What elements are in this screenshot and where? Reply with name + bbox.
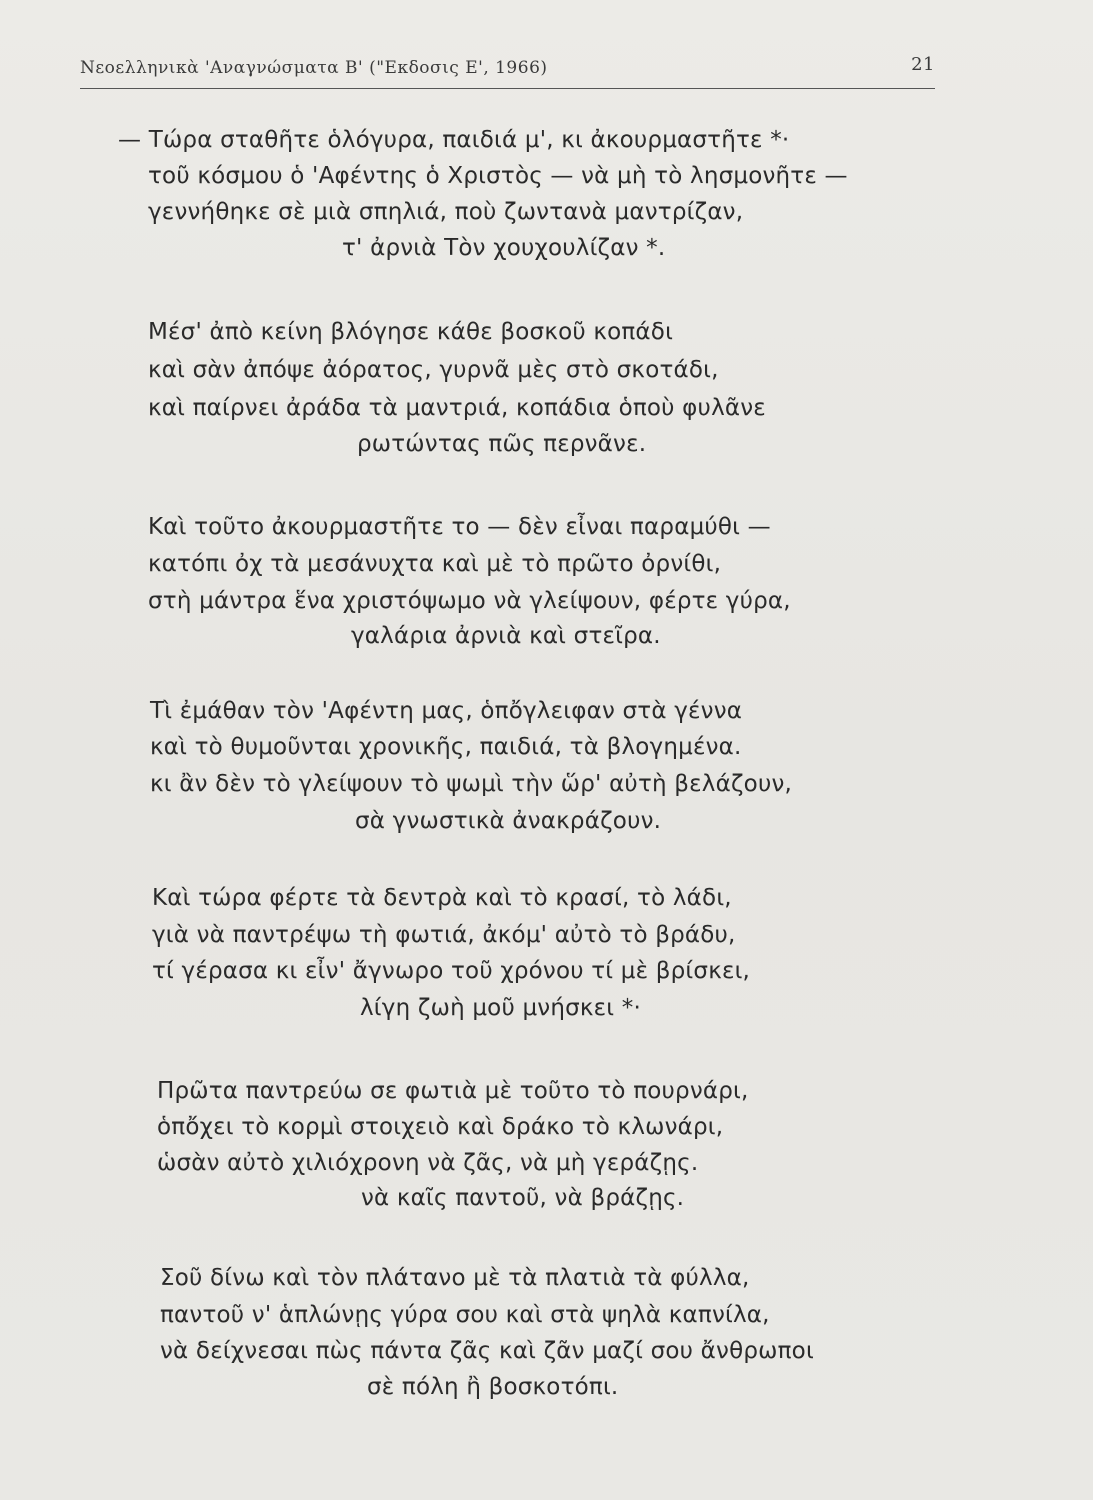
verse-line: κι ἂν δὲν τὸ γλείψουν τὸ ψωμὶ τὴν ὥρ' αὐτὴ βελάζουν, bbox=[150, 771, 793, 797]
page-number: 21 bbox=[911, 54, 935, 75]
running-header bbox=[80, 52, 935, 92]
verse-line: τ' ἀρνιὰ Τὸν χουχουλίζαν *. bbox=[342, 235, 666, 261]
verse-line: καὶ σὰν ἀπόψε ἀόρατος, γυρνᾶ μὲς στὸ σκοτάδι, bbox=[148, 357, 719, 383]
verse-line: Τὶ ἐμάθαν τὸν 'Αφέντη μας, ὁπὄγλειφαν στὰ γέννα bbox=[150, 698, 743, 724]
verse-line: λίγη ζωὴ μοῦ μνήσκει *· bbox=[360, 995, 642, 1021]
verse-line: γιὰ νὰ παντρέψω τὴ φωτιά, ἀκόμ' αὐτὸ τὸ βράδυ, bbox=[152, 922, 736, 948]
verse-line: τοῦ κόσμου ὁ 'Αφέντης ὁ Χριστὸς — νὰ μὴ τὸ λησμονῆτε — bbox=[148, 163, 848, 189]
verse-line: καὶ παίρνει ἀράδα τὰ μαντριά, κοπάδια ὁποὺ φυλᾶνε bbox=[148, 395, 766, 421]
verse-line: κατόπι ὀχ τὰ μεσάνυχτα καὶ μὲ τὸ πρῶτο ὀρνίθι, bbox=[148, 551, 722, 577]
verse-line: παντοῦ ν' ἁπλώνῃς γύρα σου καὶ στὰ ψηλὰ καπνίλα, bbox=[160, 1302, 770, 1328]
verse-line: — Τώρα σταθῆτε ὁλόγυρα, παιδιά μ', κι ἀκουρμαστῆτε *· bbox=[118, 127, 790, 153]
verse-line: σὲ πόλη ἢ βοσκοτόπι. bbox=[367, 1374, 619, 1400]
header-rule bbox=[80, 88, 935, 89]
verse-line: Πρῶτα παντρεύω σε φωτιὰ μὲ τοῦτο τὸ πουρνάρι, bbox=[157, 1078, 749, 1104]
verse-line: γαλάρια ἀρνιὰ καὶ στεῖρα. bbox=[351, 623, 661, 649]
verse-line: γεννήθηκε σὲ μιὰ σπηλιά, ποὺ ζωντανὰ μαντρίζαν, bbox=[148, 199, 744, 225]
verse-line: στὴ μάντρα ἕνα χριστόψωμο νὰ γλείψουν, φέρτε γύρα, bbox=[148, 588, 791, 614]
verse-line: ὡσὰν αὐτὸ χιλιόχρονη νὰ ζᾶς, νὰ μὴ γεράζῃς. bbox=[157, 1150, 699, 1176]
verse-line: Σοῦ δίνω καὶ τὸν πλάτανο μὲ τὰ πλατιὰ τὰ φύλλα, bbox=[160, 1265, 750, 1291]
verse-line: ρωτώντας πῶς περνᾶνε. bbox=[357, 431, 647, 457]
verse-line: σὰ γνωστικὰ ἀνακράζουν. bbox=[355, 808, 662, 834]
verse-line: νὰ δείχνεσαι πὼς πάντα ζᾶς καὶ ζᾶν μαζί σου ἄνθρωποι bbox=[160, 1338, 814, 1364]
verse-line: Μέσ' ἀπὸ κείνη βλόγησε κάθε βοσκοῦ κοπάδι bbox=[148, 319, 674, 345]
verse-line: τί γέρασα κι εἶν' ἄγνωρο τοῦ χρόνου τί μὲ βρίσκει, bbox=[152, 958, 751, 984]
verse-line: νὰ καῖς παντοῦ, νὰ βράζῃς. bbox=[361, 1185, 685, 1211]
book-title: Νεοελληνικὰ 'Αναγνώσματα Β' ("Εκδοσις Ε', 1966) bbox=[80, 58, 548, 78]
verse-line: Καὶ τοῦτο ἀκουρμαστῆτε το — δὲν εἶναι παραμύθι — bbox=[148, 514, 771, 540]
verse-line: καὶ τὸ θυμοῦνται χρονικῆς, παιδιά, τὰ βλογημένα. bbox=[150, 734, 742, 760]
verse-line: Καὶ τώρα φέρτε τὰ δεντρὰ καὶ τὸ κρασί, τὸ λάδι, bbox=[152, 885, 732, 911]
verse-line: ὁπὄχει τὸ κορμὶ στοιχειὸ καὶ δράκο τὸ κλωνάρι, bbox=[157, 1114, 724, 1140]
